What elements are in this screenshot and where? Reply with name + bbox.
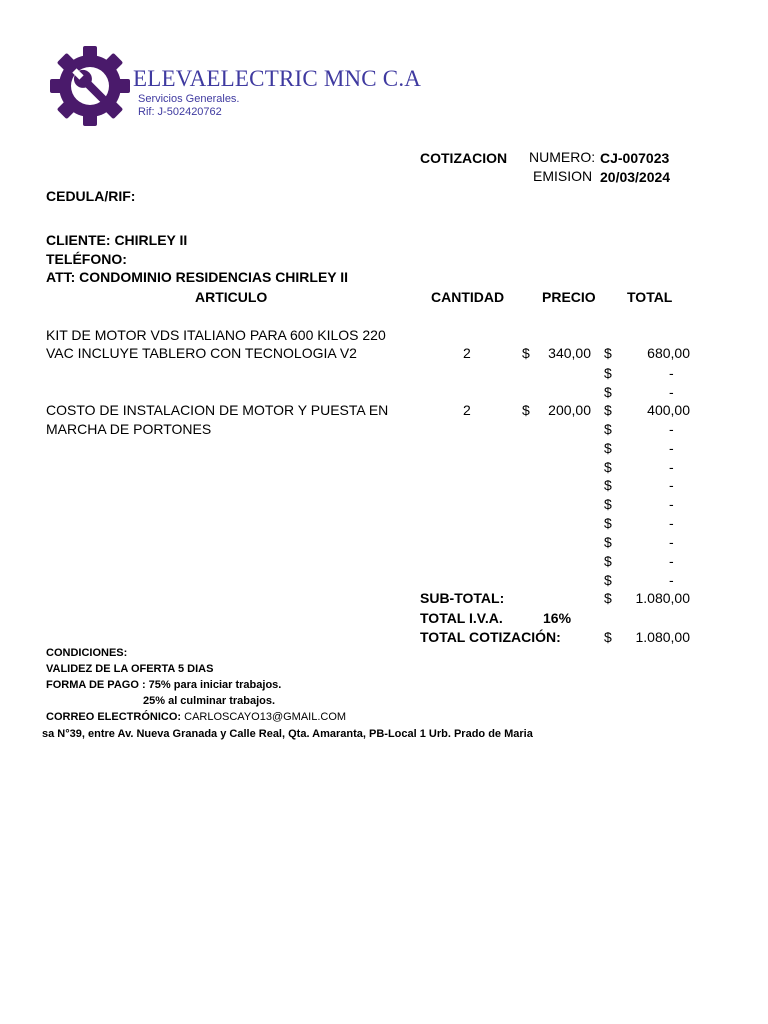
total-value: 1.080,00 <box>635 629 690 645</box>
gear-wrench-icon <box>50 44 130 128</box>
conditions-payment-balance: 25% al culminar trabajos. <box>143 695 276 707</box>
header-total: TOTAL <box>627 289 673 305</box>
cedula-label: CEDULA/RIF: <box>46 188 136 204</box>
item-price: 200,00 <box>548 402 591 418</box>
item-description-line1: COSTO DE INSTALACION DE MOTOR Y PUESTA EN <box>46 402 389 418</box>
company-rif: Rif: J-502420762 <box>138 106 222 118</box>
number-value: CJ-007023 <box>600 150 670 166</box>
item-total: 680,00 <box>647 345 690 361</box>
empty-row-currency: $ <box>604 553 612 569</box>
company-name: ELEVAELECTRIC MNC C.A <box>133 66 422 91</box>
subtotal-currency: $ <box>604 590 612 606</box>
iva-rate: 16% <box>543 610 572 626</box>
empty-row-value: - <box>669 496 674 512</box>
emission-label: EMISION <box>533 168 593 184</box>
number-label: NUMERO: <box>529 149 596 165</box>
header-cantidad: CANTIDAD <box>431 289 505 305</box>
item-description-line2: MARCHA DE PORTONES <box>46 421 212 437</box>
item-description-line2: VAC INCLUYE TABLERO CON TECNOLOGIA V2 <box>46 345 357 361</box>
emission-value: 20/03/2024 <box>600 169 671 185</box>
empty-row-value: - <box>669 421 674 437</box>
empty-row-value: - <box>669 365 674 381</box>
iva-label: TOTAL I.V.A. <box>420 610 503 626</box>
item-description-line1: KIT DE MOTOR VDS ITALIANO PARA 600 KILOS 220 <box>46 327 386 343</box>
total-currency: $ <box>604 629 612 645</box>
item-total-currency: $ <box>604 345 612 361</box>
empty-row-currency: $ <box>604 572 612 588</box>
item-price-currency: $ <box>522 345 530 361</box>
email-value: CARLOSCAYO13@GMAIL.COM <box>184 711 347 723</box>
email-label: CORREO ELECTRÓNICO: <box>46 711 182 723</box>
client-line: CLIENTE: CHIRLEY II <box>46 232 188 248</box>
item-price-currency: $ <box>522 402 530 418</box>
empty-row-value: - <box>669 477 674 493</box>
subtotal-label: SUB-TOTAL: <box>420 590 505 606</box>
company-tagline: Servicios Generales. <box>138 93 240 105</box>
empty-row-value: - <box>669 534 674 550</box>
empty-row-currency: $ <box>604 384 612 400</box>
subtotal-value: 1.080,00 <box>635 590 690 606</box>
empty-row-value: - <box>669 515 674 531</box>
empty-row-currency: $ <box>604 365 612 381</box>
empty-row-value: - <box>669 384 674 400</box>
empty-row-currency: $ <box>604 440 612 456</box>
doc-type-label: COTIZACION <box>420 150 508 166</box>
conditions-validity: VALIDEZ DE LA OFERTA 5 DIAS <box>46 663 214 675</box>
item-price: 340,00 <box>548 345 591 361</box>
company-address: sa N°39, entre Av. Nueva Granada y Calle Real, Qta. Amaranta, PB-Local 1 Urb. Prado de Maria <box>42 728 533 740</box>
item-total-currency: $ <box>604 402 612 418</box>
header-articulo: ARTICULO <box>195 289 268 305</box>
item-quantity: 2 <box>463 402 471 418</box>
empty-row-currency: $ <box>604 421 612 437</box>
att-line: ATT: CONDOMINIO RESIDENCIAS CHIRLEY II <box>46 269 349 285</box>
phone-label: TELÉFONO: <box>46 251 127 267</box>
conditions-payment: FORMA DE PAGO : 75% para iniciar trabajos. <box>46 679 282 691</box>
total-label: TOTAL COTIZACIÓN: <box>420 629 561 645</box>
empty-row-currency: $ <box>604 477 612 493</box>
conditions-title: CONDICIONES: <box>46 647 128 659</box>
empty-row-value: - <box>669 459 674 475</box>
empty-row-currency: $ <box>604 496 612 512</box>
empty-row-value: - <box>669 572 674 588</box>
item-total: 400,00 <box>647 402 690 418</box>
header-precio: PRECIO <box>542 289 596 305</box>
empty-row-value: - <box>669 553 674 569</box>
empty-row-currency: $ <box>604 515 612 531</box>
empty-row-currency: $ <box>604 534 612 550</box>
empty-row-currency: $ <box>604 459 612 475</box>
contact-email-line <box>46 711 346 723</box>
empty-row-value: - <box>669 440 674 456</box>
item-quantity: 2 <box>463 345 471 361</box>
